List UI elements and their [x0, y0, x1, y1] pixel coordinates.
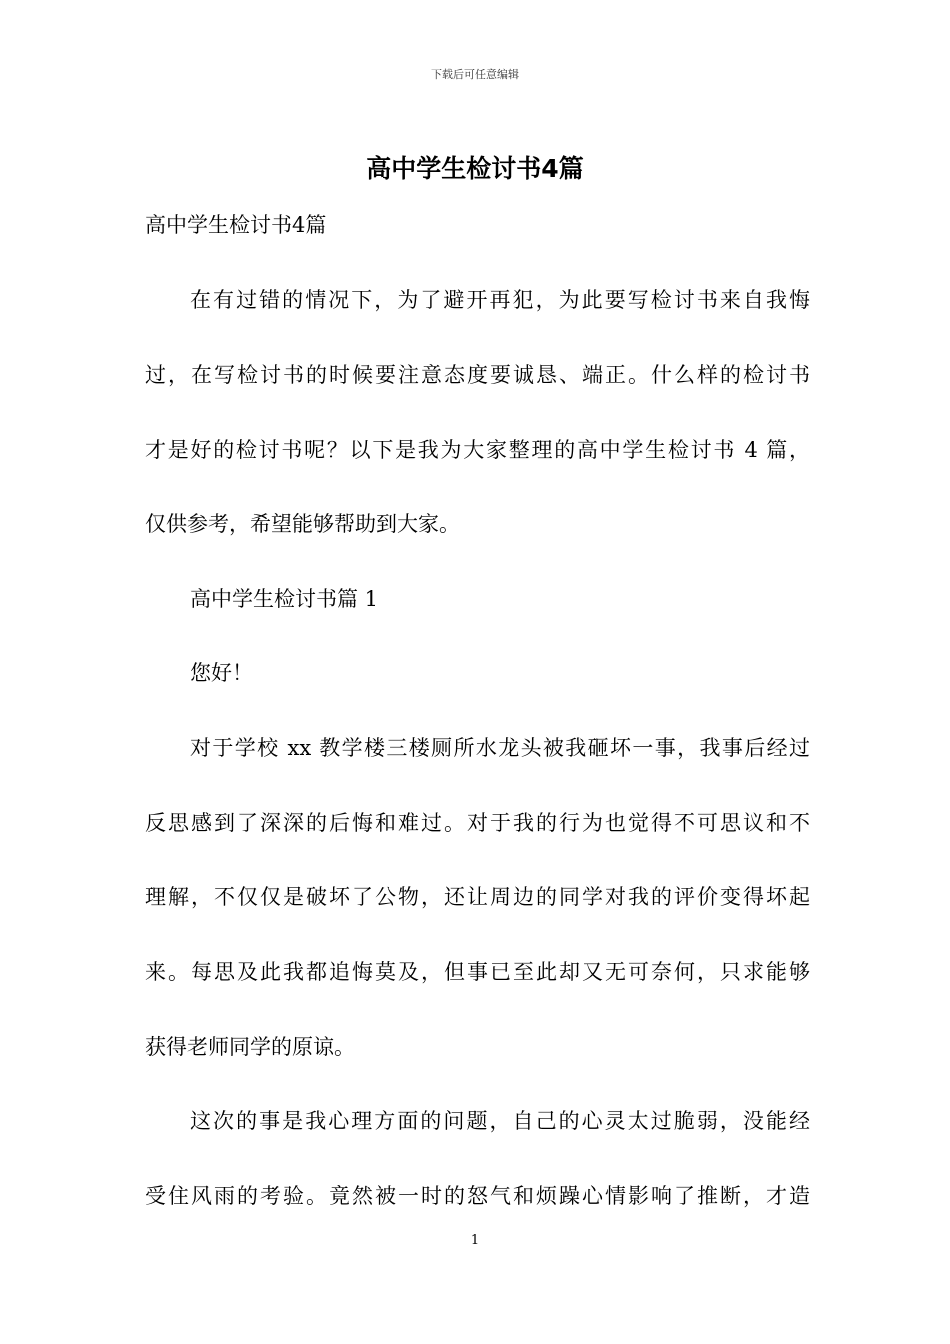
paragraph-line: 理解，不仅仅是破坏了公物，还让周边的同学对我的评价变得坏起	[145, 885, 810, 909]
intro-line: 过，在写检讨书的时候要注意态度要诚恳、端正。什么样的检讨书	[145, 363, 810, 387]
greeting: 您好！	[190, 661, 253, 685]
paragraph-line: 受住风雨的考验。竟然被一时的怒气和烦躁心情影响了推断，才造	[145, 1184, 810, 1208]
paragraph-line: 对于学校 xx 教学楼三楼厕所水龙头被我砸坏一事，我事后经过	[190, 736, 810, 760]
document-subtitle: 高中学生检讨书4篇	[145, 213, 327, 237]
intro-line: 仅供参考，希望能够帮助到大家。	[145, 512, 460, 536]
intro-line: 在有过错的情况下，为了避开再犯，为此要写检讨书来自我悔	[190, 288, 810, 312]
paragraph-line: 获得老师同学的原谅。	[145, 1035, 355, 1059]
header-note: 下载后可任意编辑	[431, 68, 519, 81]
paragraph-line: 反思感到了深深的后悔和难过。对于我的行为也觉得不可思议和不	[145, 811, 810, 835]
intro-line: 才是好的检讨书呢？以下是我为大家整理的高中学生检讨书 4 篇，	[145, 438, 810, 462]
paragraph-line: 这次的事是我心理方面的问题，自己的心灵太过脆弱，没能经	[190, 1109, 810, 1133]
page-number: 1	[470, 1233, 480, 1248]
document-title: 高中学生检讨书4篇	[366, 154, 584, 183]
paragraph-line: 来。每思及此我都追悔莫及，但事已至此却又无可奈何，只求能够	[145, 960, 810, 984]
section-heading: 高中学生检讨书篇 1	[190, 587, 379, 611]
